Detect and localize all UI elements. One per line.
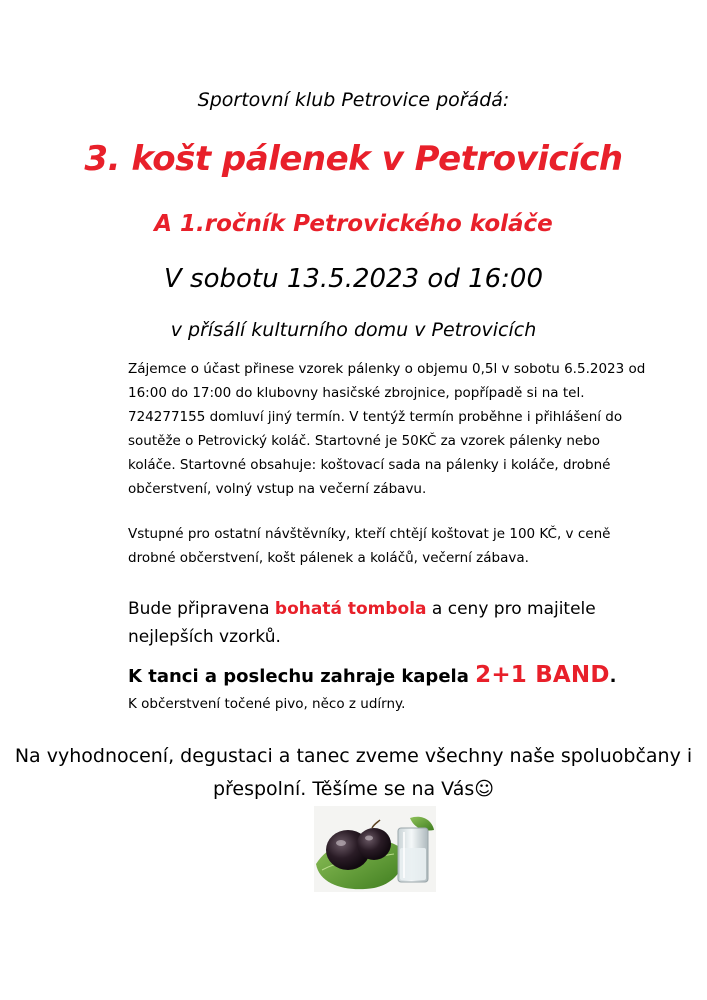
closing-invitation: Na vyhodnocení, degustaci a tanec zveme všechny naše spoluobčany i přespolní. Těšíme se na Vás☺	[14, 745, 693, 800]
band-name: 2+1 BAND	[475, 662, 610, 688]
band-text-before: K tanci a poslechu zahraje kapela	[128, 666, 476, 687]
band-paragraph	[128, 658, 707, 694]
organizer-intro: Sportovní klub Petrovice pořádá:	[197, 89, 510, 111]
registration-paragraph: Zájemce o účast přinese vzorek pálenky o objemu 0,5l v sobotu 6.5.2023 od 16:00 do 17:00 do klubovny hasičské zbrojnice, popřípadě si na tel. 724277155 domluví jiný termín. V tentýž termín proběhne i přihlášení do soutěže o Petrovický koláč. Startovné je 50KČ za vzorek pálenky nebo koláče. Startovné obsahuje: koštovací sada na pálenky i koláče, drobné občerstvení, volný vstup na večerní zábavu.	[128, 361, 646, 497]
tombola-text-before: Bude připravena	[128, 599, 275, 619]
refreshments-line: K občerstvení točené pivo, něco z udírny.	[128, 696, 406, 712]
admission-paragraph: Vstupné pro ostatní návštěvníky, kteří chtějí koštovat je 100 KČ, v ceně drobné občerstvení, košt pálenek a koláčů, večerní zábava.	[128, 526, 611, 566]
event-place: v přísálí kulturního domu v Petrovicích	[170, 319, 537, 341]
tombola-text-after: a ceny pro majitele nejlepších vzorků.	[128, 599, 596, 647]
tombola-highlight: bohatá tombola	[274, 599, 427, 619]
event-subtitle: A 1.ročník Petrovického koláče	[154, 211, 553, 237]
band-text-after: .	[609, 666, 617, 687]
tombola-paragraph	[128, 595, 668, 651]
event-date: V sobotu 13.5.2023 od 16:00	[163, 264, 544, 294]
event-title: 3. košt pálenek v Petrovicích	[84, 139, 623, 179]
plums-and-glass-photo	[314, 806, 436, 892]
